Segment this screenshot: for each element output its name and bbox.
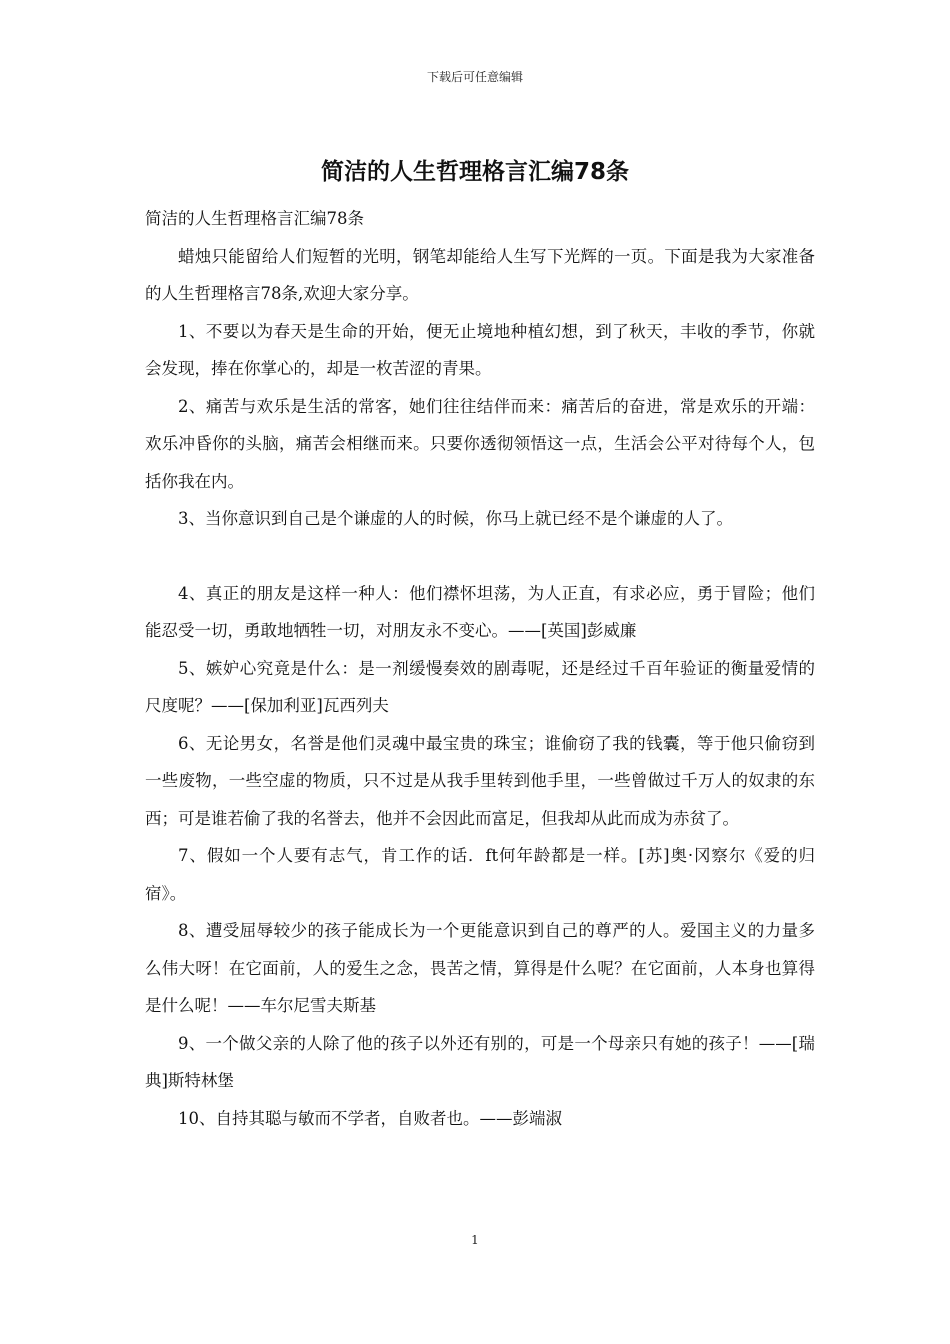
page-header-note: 下载后可任意编辑 [426, 70, 523, 84]
intro-paragraph: 蜡烛只能留给人们短暂的光明，钢笔却能给人生写下光辉的一页。下面是我为大家准备的人生哲理格言78条,欢迎大家分享。 [145, 246, 815, 303]
quote-item-10: 10、自持其聪与敏而不学者，自败者也。——彭端淑 [178, 1108, 562, 1128]
quote-item-3: 3、当你意识到自己是个谦虚的人的时候，你马上就已经不是个谦虚的人了。 [178, 509, 733, 528]
quote-item-2: 2、痛苦与欢乐是生活的常客，她们往往结伴而来：痛苦后的奋进，常是欢乐的开端：欢乐冲昏你的头脑，痛苦会相继而来。只要你透彻领悟这一点，生活会公平对待每个人，包括你我在内。 [145, 396, 815, 491]
document-title: 简洁的人生哲理格言汇编78条 [320, 159, 629, 185]
page-number: 1 [471, 1233, 479, 1247]
document-body [145, 200, 815, 1137]
quote-item-6: 6、无论男女，名誉是他们灵魂中最宝贵的珠宝；谁偷窃了我的钱囊，等于他只偷窃到一些废物，一些空虚的物质，只不过是从我手里转到他手里，一些曾做过千万人的奴隶的东西；可是谁若偷了我的名誉去，他并不会因此而富足，但我却从此而成为赤贫了。 [145, 733, 815, 828]
quote-item-5: 5、嫉妒心究竟是什么：是一剂缓慢奏效的剧毒呢，还是经过千百年验证的衡量爱情的尺度呢？——[保加利亚]瓦西列夫 [145, 658, 815, 715]
paragraph-spacer [145, 538, 815, 575]
quote-item-8: 8、遭受屈辱较少的孩子能成长为一个更能意识到自己的尊严的人。爱国主义的力量多么伟大呀！在它面前，人的爱生之念，畏苦之情，算得是什么呢？在它面前，人本身也算得是什么呢！——车尔尼雪夫斯基 [145, 921, 815, 1015]
quote-item-7: 7、假如一个人要有志气，肯工作的话．ft何年龄都是一样。[苏]奥·冈察尔《爱的归宿》。 [145, 846, 815, 903]
quote-item-4: 4、真正的朋友是这样一种人：他们襟怀坦荡，为人正直，有求必应，勇于冒险；他们能忍受一切，勇敢地牺牲一切，对朋友永不变心。——[英国]彭威廉 [145, 583, 815, 640]
quote-item-1: 1、不要以为春天是生命的开始，便无止境地种植幻想，到了秋天，丰收的季节，你就会发现，捧在你掌心的，却是一枚苦涩的青果。 [145, 321, 815, 378]
document-subtitle: 简洁的人生哲理格言汇编78条 [145, 209, 364, 228]
quote-item-9: 9、一个做父亲的人除了他的孩子以外还有别的，可是一个母亲只有她的孩子！——[瑞典]斯特林堡 [145, 1033, 815, 1090]
